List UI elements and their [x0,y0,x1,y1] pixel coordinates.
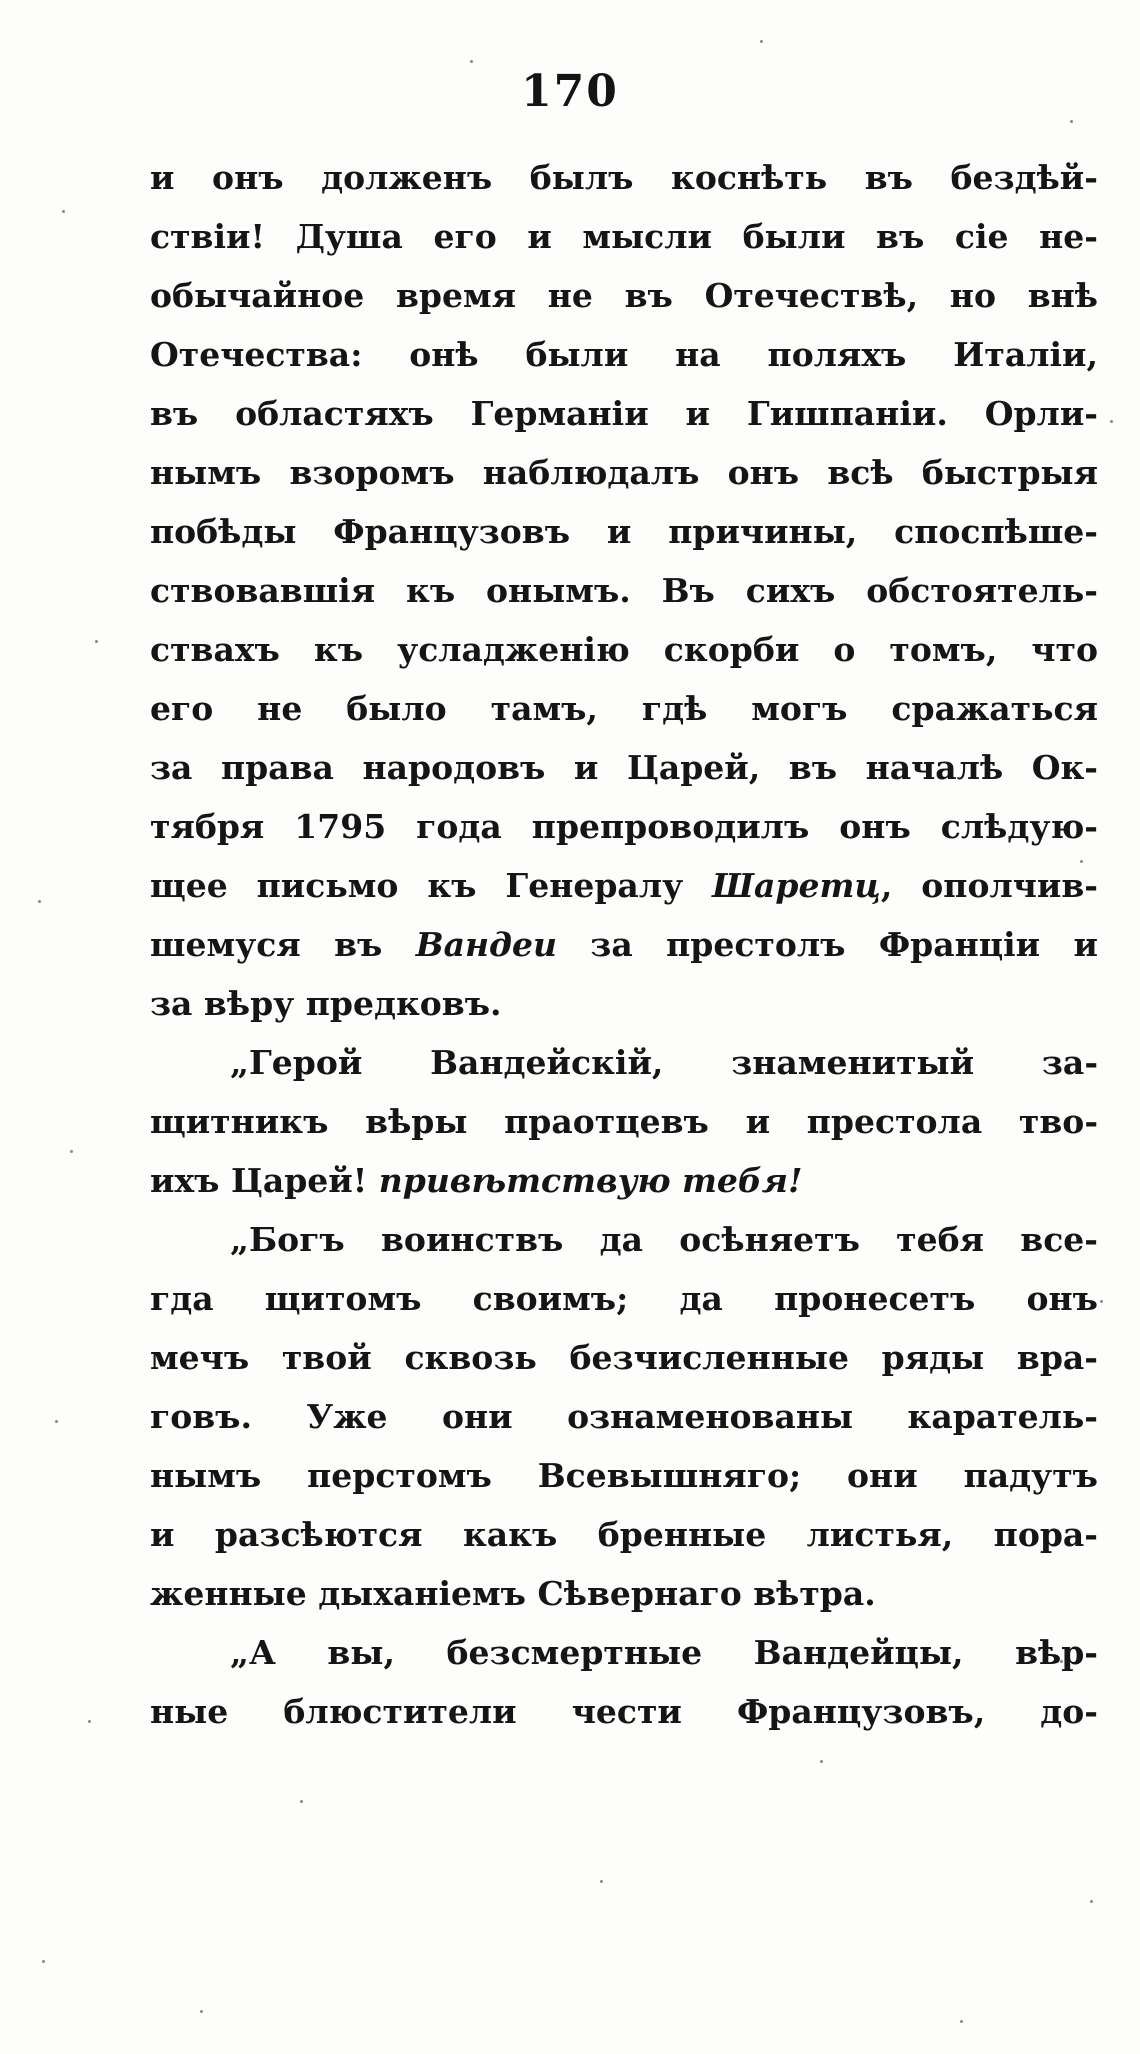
text-segment: ихъ Царей! [150,1161,379,1200]
text-segment: говъ. Уже они ознаменованы каратель- [150,1397,1098,1436]
text-segment: гда щитомъ своимъ; да пронесетъ онъ [150,1279,1098,1318]
paper-speck [1100,1300,1103,1303]
paper-speck [38,900,41,903]
text-line [150,1328,1098,1387]
text-segment: ствахъ къ усладженію скорби о томъ, что [150,630,1098,669]
text-segment: ствовавшія къ онымъ. Въ сихъ обстоятель- [150,571,1098,610]
text-line [150,1564,1098,1623]
text-line [150,1151,1098,1210]
text-line [150,443,1098,502]
text-segment: и онъ долженъ былъ коснѣть въ бездѣй- [150,158,1098,197]
text-segment: въ областяхъ Германіи и Гишпаніи. Орли- [150,394,1098,433]
page-number: 170 [521,66,619,117]
text-segment: мечъ твой сквозь безчисленные ряды вра- [150,1338,1099,1377]
text-line [150,207,1098,266]
paper-speck [62,210,65,213]
text-line [150,266,1098,325]
text-line [150,679,1098,738]
text-segment: за права народовъ и Царей, въ началѣ Ок- [150,748,1098,787]
body-text [150,148,1098,1741]
paper-speck [300,1800,303,1803]
paper-speck [1090,1900,1093,1903]
paper-speck [600,1880,603,1883]
text-line [150,620,1098,679]
text-segment: побѣды Французовъ и причины, споспѣше- [150,512,1098,551]
text-segment: нымъ перстомъ Всевышняго; они падутъ [150,1456,1098,1495]
text-line [150,561,1098,620]
text-line [150,856,1098,915]
text-line [150,1505,1098,1564]
paper-speck [960,2020,963,2023]
text-line [150,325,1098,384]
italic-name: Вандеи [415,925,557,964]
paper-speck [55,1420,58,1423]
italic-name: привѣтствую тебя! [378,1161,803,1200]
text-segment: „Богъ воинствъ да осѣняетъ тебя все- [230,1220,1098,1259]
text-segment: тября 1795 года препроводилъ онъ слѣдую- [150,807,1098,846]
text-line [150,1092,1098,1151]
italic-name: Шаретц [712,866,881,905]
text-line [150,1210,1098,1269]
text-line [150,797,1098,856]
text-line [150,148,1098,207]
text-line [150,738,1098,797]
paper-speck [200,2010,203,2013]
text-line [150,502,1098,561]
paper-speck [88,1720,91,1723]
text-line [150,915,1098,974]
paper-speck [1110,420,1113,423]
text-line [150,1387,1098,1446]
paper-speck [760,40,763,43]
text-line [150,384,1098,443]
text-segment: „Герой Вандейскій, знаменитый за- [230,1043,1099,1082]
paper-speck [470,60,473,63]
text-line [150,1033,1098,1092]
text-segment: за престолъ Франціи и [556,925,1098,964]
text-segment: щитникъ вѣры праотцевъ и престола тво- [150,1102,1099,1141]
text-line [150,1682,1098,1741]
text-line [150,1269,1098,1328]
paper-speck [820,1760,823,1763]
text-segment: женные дыханіемъ Сѣвернаго вѣтра. [150,1574,876,1613]
text-segment: за вѣру предковъ. [150,984,502,1023]
text-segment: обычайное время не въ Отечествѣ, но внѣ [150,276,1098,315]
paper-speck [95,640,98,643]
paper-speck [70,1150,73,1153]
text-line [150,1623,1098,1682]
text-segment: , ополчив- [880,866,1098,905]
text-segment: щее письмо къ Генералу [150,866,713,905]
text-segment: и разсѣются какъ бренные листья, пора- [150,1515,1098,1554]
text-line [150,974,1098,1033]
text-segment: „А вы, безсмертные Вандейцы, вѣр- [230,1633,1098,1672]
text-segment: ствіи! Душа его и мысли были въ сіе не- [150,217,1098,256]
text-segment: его не было тамъ, гдѣ могъ сражаться [150,689,1099,728]
text-line [150,1446,1098,1505]
text-segment: шемуся въ [150,925,416,964]
text-segment: Отечества: онѣ были на поляхъ Италіи, [150,335,1098,374]
paper-speck [1070,120,1073,123]
text-segment: ные блюстители чести Французовъ, до- [150,1692,1098,1731]
paper-speck [42,1960,45,1963]
text-segment: нымъ взоромъ наблюдалъ онъ всѣ быстрыя [150,453,1099,492]
